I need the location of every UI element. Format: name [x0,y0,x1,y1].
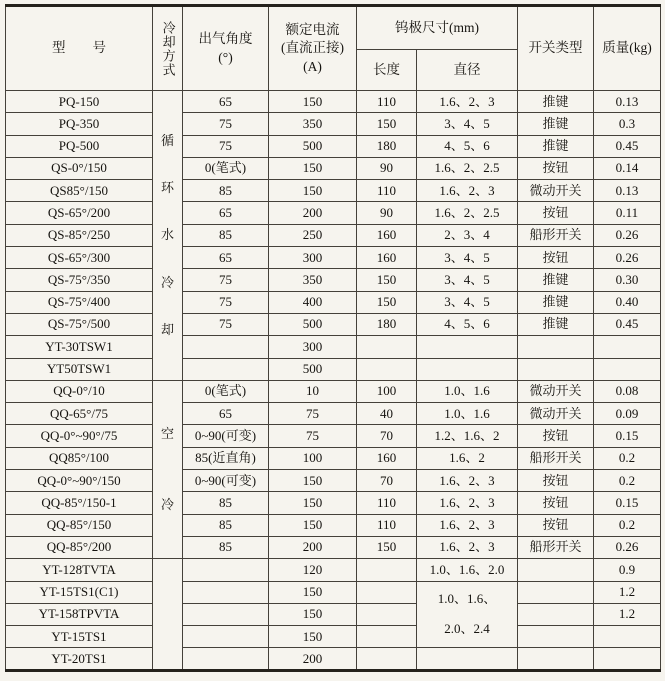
cell-rated-current: 200 [269,202,357,224]
cell-electrode-diameter [417,358,518,380]
header-model [6,6,153,91]
cell-electrode-diameter: 1.6、2、3 [417,470,518,492]
cell-gas-angle: 0(笔式) [183,380,269,402]
cooling-method-char: 冷 [160,496,174,512]
cell-rated-current: 150 [269,581,357,603]
cell-mass: 0.15 [594,425,661,447]
cell-rated-current: 350 [269,113,357,135]
cell-mass: 0.9 [594,559,661,581]
cell-electrode-diameter: 1.2、1.6、2 [417,425,518,447]
cell-electrode-diameter: 4、5、6 [417,135,518,157]
cell-model: YT-15TS1 [6,626,153,648]
cell-switch-type: 微动开关 [518,380,594,402]
cell-switch-type [518,603,594,625]
cell-switch-type: 推键 [518,269,594,291]
cell-electrode-length: 90 [357,202,417,224]
cell-electrode-length [357,603,417,625]
cooling-method-char: 空 [160,426,174,442]
table-row [6,358,661,380]
cell-electrode-length: 110 [357,91,417,113]
cell-gas-angle: 65 [183,91,269,113]
cell-rated-current: 500 [269,135,357,157]
cell-mass: 0.2 [594,470,661,492]
cell-model: YT-128TVTA [6,559,153,581]
cell-switch-type: 按钮 [518,514,594,536]
cell-gas-angle: 65 [183,202,269,224]
cell-gas-angle: 0~90(可变) [183,425,269,447]
cell-electrode-length: 70 [357,425,417,447]
table-row [6,380,661,402]
header-mass [594,6,661,91]
cell-electrode-diameter: 1.6、2、3 [417,536,518,558]
cell-electrode-length: 70 [357,470,417,492]
cell-electrode-diameter: 1.0、1.6 [417,380,518,402]
table-row [6,291,661,313]
cell-electrode-length: 180 [357,135,417,157]
cooling-method-char: 水 [160,227,174,243]
cell-rated-current: 150 [269,603,357,625]
cell-model: YT-30TSW1 [6,336,153,358]
cell-electrode-diameter: 4、5、6 [417,313,518,335]
cell-model: QQ85°/100 [6,447,153,469]
cell-gas-angle: 75 [183,291,269,313]
cell-mass: 0.26 [594,224,661,246]
cell-electrode-diameter: 1.6、2、2.5 [417,157,518,179]
header-current-line2: (直流正接) [281,40,344,56]
cooling-method-char: 却 [160,321,174,337]
cell-gas-angle: 85 [183,224,269,246]
table-row [6,135,661,157]
table-row [6,581,661,603]
cell-gas-angle [183,626,269,648]
cell-electrode-length [357,336,417,358]
cell-model: QS-75°/500 [6,313,153,335]
cell-rated-current: 75 [269,425,357,447]
cell-mass: 0.45 [594,135,661,157]
cell-electrode-length: 110 [357,492,417,514]
header-length-label: 长度 [373,61,400,77]
cell-switch-type [518,559,594,581]
cell-switch-type: 按钮 [518,202,594,224]
cell-switch-type: 按钮 [518,247,594,269]
cell-gas-angle [183,581,269,603]
cell-electrode-diameter: 1.0、1.6 [417,403,518,425]
cell-model: QS-65°/300 [6,247,153,269]
table-row [6,180,661,202]
cell-mass: 0.15 [594,492,661,514]
cell-gas-angle [183,603,269,625]
cell-electrode-diameter [417,648,518,671]
table-row [6,336,661,358]
table-row [6,202,661,224]
cell-switch-type: 推键 [518,291,594,313]
cell-gas-angle: 0(笔式) [183,157,269,179]
header-angle-line1: 出气角度 [198,31,253,47]
table-row [6,447,661,469]
table-row [6,269,661,291]
cell-gas-angle: 75 [183,135,269,157]
cell-model: QS-85°/250 [6,224,153,246]
cell-switch-type: 推键 [518,313,594,335]
table-row [6,648,661,671]
cell-switch-type [518,336,594,358]
cell-electrode-length: 150 [357,113,417,135]
cell-model: QS-75°/350 [6,269,153,291]
cell-switch-type: 船形开关 [518,224,594,246]
header-current-line3: (A) [303,58,322,74]
cell-mass: 0.13 [594,91,661,113]
header-diameter-label: 直径 [453,61,481,77]
cell-switch-type [518,358,594,380]
cell-mass: 0.13 [594,180,661,202]
cell-mass: 0.30 [594,269,661,291]
cell-model: PQ-350 [6,113,153,135]
cell-rated-current: 100 [269,447,357,469]
cell-electrode-diameter: 1.6、2、3 [417,180,518,202]
cell-model: QQ-0°/10 [6,380,153,402]
cooling-method-label [153,91,182,380]
header-tungsten-size [357,6,518,50]
cell-switch-type: 按钮 [518,425,594,447]
cell-mass: 0.40 [594,291,661,313]
table-row [6,425,661,447]
cell-electrode-length [357,358,417,380]
cell-cooling-method [153,559,183,671]
cell-electrode-length: 150 [357,291,417,313]
cell-electrode-diameter: 1.6、2、3 [417,514,518,536]
header-current [269,6,357,91]
diameter-line: 1.0、1.6、 [437,591,497,607]
cell-switch-type [518,648,594,671]
cell-electrode-diameter: 1.6、2、2.5 [417,202,518,224]
cell-model: QQ-85°/150-1 [6,492,153,514]
cell-rated-current: 150 [269,157,357,179]
cell-mass: 0.45 [594,313,661,335]
table-row [6,91,661,113]
header-switch-label: 开关类型 [528,40,583,56]
cell-switch-type [518,581,594,603]
cell-rated-current: 150 [269,492,357,514]
cell-model: YT50TSW1 [6,358,153,380]
cell-electrode-length: 150 [357,269,417,291]
cell-switch-type: 船形开关 [518,447,594,469]
cell-rated-current: 500 [269,358,357,380]
table-header [6,6,661,91]
cell-mass: 1.2 [594,581,661,603]
header-cooling-label: 冷却方式 [160,20,176,77]
table-row [6,157,661,179]
cell-switch-type: 按钮 [518,492,594,514]
cell-rated-current: 400 [269,291,357,313]
cell-model: PQ-500 [6,135,153,157]
cell-rated-current: 150 [269,91,357,113]
cell-electrode-diameter [417,581,518,648]
cell-mass: 0.08 [594,380,661,402]
cell-gas-angle [183,648,269,671]
cell-gas-angle [183,336,269,358]
cell-electrode-diameter: 1.6、2、3 [417,492,518,514]
cell-gas-angle: 75 [183,313,269,335]
cell-electrode-diameter: 1.6、2、3 [417,91,518,113]
cell-rated-current: 120 [269,559,357,581]
cell-rated-current: 75 [269,403,357,425]
cell-rated-current: 300 [269,247,357,269]
header-model-label: 型 号 [52,40,106,56]
cell-model: QQ-85°/200 [6,536,153,558]
table-body [6,91,661,671]
cell-electrode-diameter: 2、3、4 [417,224,518,246]
cell-electrode-length: 160 [357,247,417,269]
header-tungsten-label: 钨极尺寸(mm) [395,19,479,35]
cooling-method-char: 循 [160,132,174,148]
cell-electrode-length [357,626,417,648]
cell-electrode-length: 160 [357,224,417,246]
cell-cooling-method [153,380,183,558]
cell-mass: 0.26 [594,247,661,269]
cell-rated-current: 150 [269,470,357,492]
table-row [6,224,661,246]
cell-mass: 0.09 [594,403,661,425]
cell-rated-current: 300 [269,336,357,358]
cell-switch-type: 按钮 [518,470,594,492]
cell-switch-type: 微动开关 [518,180,594,202]
table-row [6,603,661,625]
torch-spec-table [5,4,661,672]
cell-rated-current: 200 [269,648,357,671]
cell-rated-current: 150 [269,626,357,648]
table-row [6,492,661,514]
cell-model: YT-20TS1 [6,648,153,671]
cell-gas-angle: 85 [183,180,269,202]
cell-electrode-length [357,581,417,603]
header-length [357,50,417,91]
cell-electrode-length: 100 [357,380,417,402]
header-cooling [153,6,183,91]
cell-switch-type: 船形开关 [518,536,594,558]
cell-gas-angle: 65 [183,403,269,425]
cell-electrode-length: 110 [357,514,417,536]
table-row [6,403,661,425]
cell-electrode-length: 90 [357,157,417,179]
cell-switch-type: 推键 [518,91,594,113]
cell-electrode-diameter [417,336,518,358]
cell-mass [594,648,661,671]
cell-rated-current: 150 [269,180,357,202]
cell-electrode-length [357,648,417,671]
cell-mass: 0.11 [594,202,661,224]
cell-model: QQ-85°/150 [6,514,153,536]
header-angle-line2: (°) [218,49,233,65]
cell-model: QQ-65°/75 [6,403,153,425]
header-mass-label: 质量(kg) [602,40,652,56]
cell-gas-angle: 65 [183,247,269,269]
cell-electrode-diameter: 1.6、2 [417,447,518,469]
cell-mass [594,336,661,358]
cell-mass: 0.2 [594,514,661,536]
cell-gas-angle: 75 [183,113,269,135]
table-row [6,536,661,558]
table-row [6,626,661,648]
cell-gas-angle [183,358,269,380]
cell-model: QS-65°/200 [6,202,153,224]
cell-model: QS85°/150 [6,180,153,202]
cell-gas-angle: 85 [183,514,269,536]
cell-gas-angle: 0~90(可变) [183,470,269,492]
cell-electrode-diameter: 1.0、1.6、2.0 [417,559,518,581]
cell-electrode-length: 180 [357,313,417,335]
cell-electrode-diameter: 3、4、5 [417,269,518,291]
cooling-method-label [153,559,182,669]
cell-model: QQ-0°~90°/75 [6,425,153,447]
header-current-line1: 额定电流 [285,22,340,38]
cell-model: QQ-0°~90°/150 [6,470,153,492]
cooling-method-label [153,381,182,558]
cell-switch-type: 按钮 [518,157,594,179]
cell-mass [594,626,661,648]
cell-model: YT-158TPVTA [6,603,153,625]
cell-model: QS-75°/400 [6,291,153,313]
cell-electrode-diameter: 3、4、5 [417,247,518,269]
cell-rated-current: 500 [269,313,357,335]
cell-gas-angle: 85 [183,492,269,514]
cell-switch-type [518,626,594,648]
cell-electrode-length [357,559,417,581]
cell-model: YT-15TS1(C1) [6,581,153,603]
cell-mass: 0.2 [594,447,661,469]
cell-switch-type: 推键 [518,135,594,157]
cell-electrode-diameter: 3、4、5 [417,291,518,313]
cell-cooling-method [153,91,183,381]
cell-electrode-length: 40 [357,403,417,425]
cell-rated-current: 200 [269,536,357,558]
cell-switch-type: 微动开关 [518,403,594,425]
cell-switch-type: 推键 [518,113,594,135]
cell-mass: 0.26 [594,536,661,558]
table-row [6,313,661,335]
cell-rated-current: 10 [269,380,357,402]
cell-rated-current: 350 [269,269,357,291]
cell-mass [594,358,661,380]
header-angle [183,6,269,91]
cell-rated-current: 250 [269,224,357,246]
table-row [6,559,661,581]
table-row [6,470,661,492]
cooling-method-char: 冷 [160,274,174,290]
table-row [6,113,661,135]
cooling-method-char: 环 [160,180,174,196]
cell-mass: 0.14 [594,157,661,179]
cell-model: PQ-150 [6,91,153,113]
cell-electrode-diameter: 3、4、5 [417,113,518,135]
cell-gas-angle: 85 [183,536,269,558]
cell-electrode-length: 160 [357,447,417,469]
cell-mass: 1.2 [594,603,661,625]
cell-rated-current: 150 [269,514,357,536]
cell-electrode-length: 150 [357,536,417,558]
cell-gas-angle [183,559,269,581]
cell-electrode-length: 110 [357,180,417,202]
header-switch-type [518,6,594,91]
cell-model: QS-0°/150 [6,157,153,179]
cell-gas-angle: 85(近直角) [183,447,269,469]
cell-gas-angle: 75 [183,269,269,291]
table-row [6,514,661,536]
header-diameter [417,50,518,91]
diameter-line: 2.0、2.4 [444,621,490,637]
table-row [6,247,661,269]
cell-mass: 0.3 [594,113,661,135]
